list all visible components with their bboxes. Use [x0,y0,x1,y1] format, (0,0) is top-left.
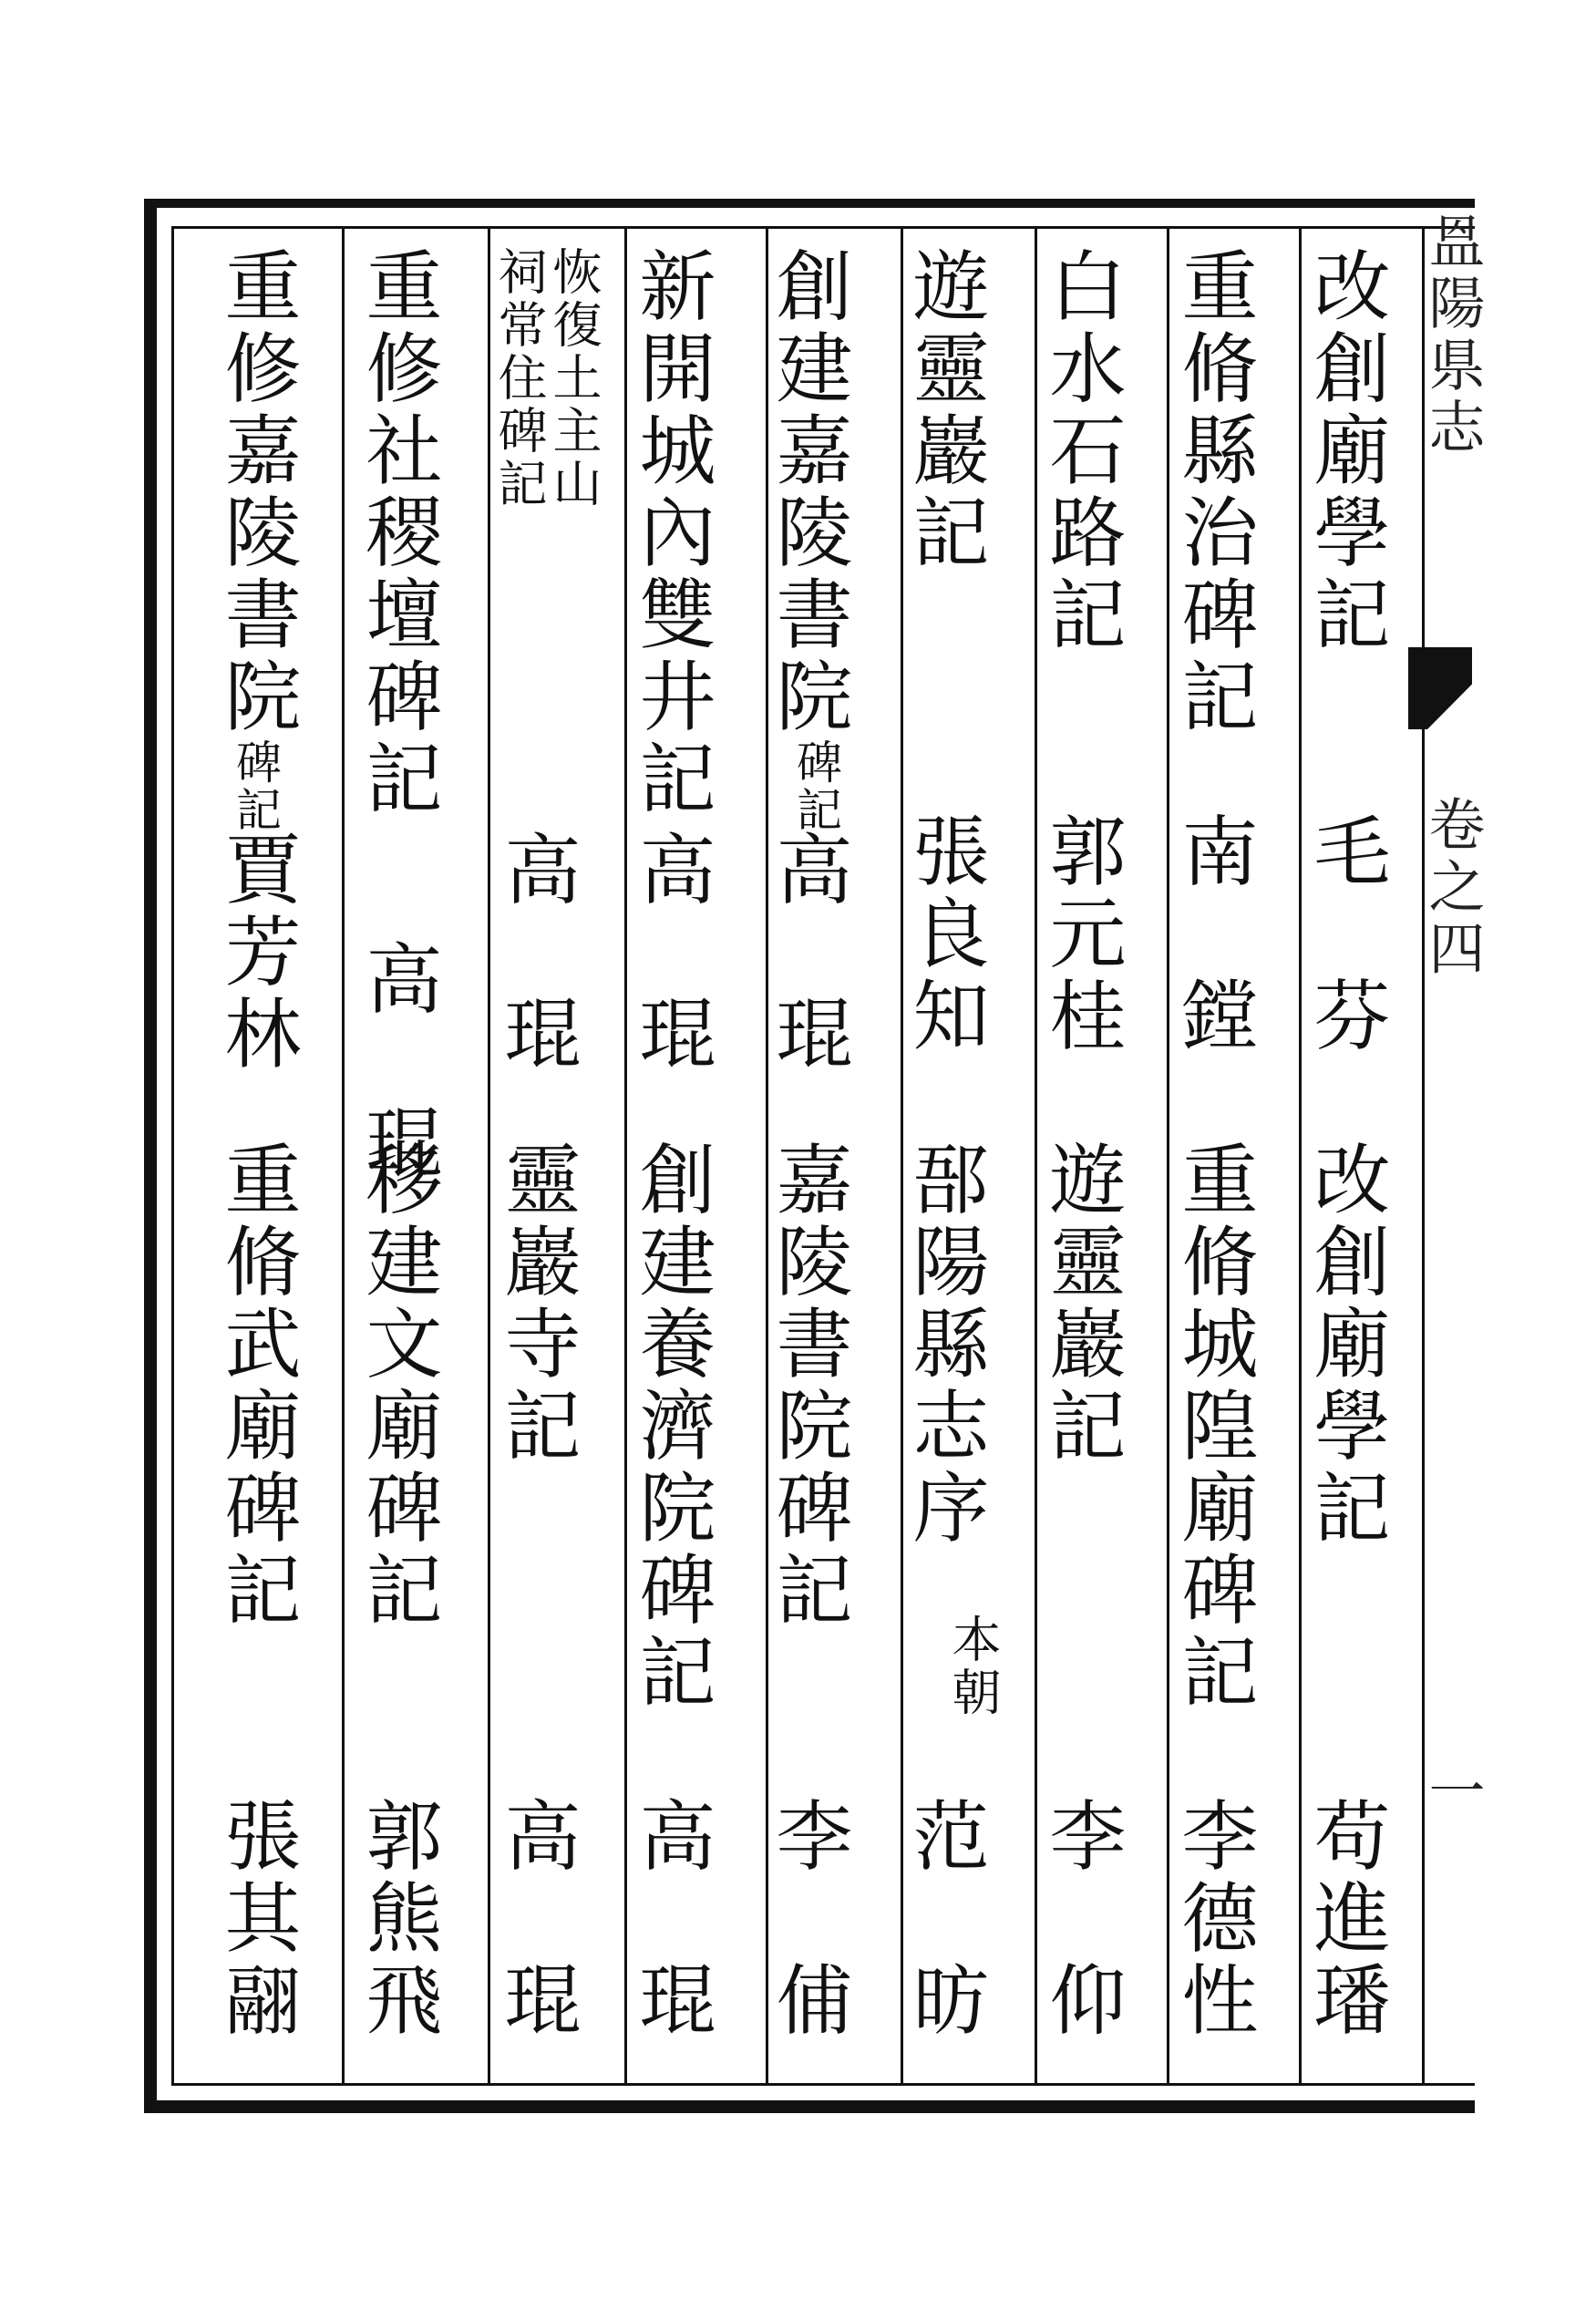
entry-author: 高 琨 [492,1796,582,2042]
toc-column [893,246,1030,2078]
volume-label: 卷之四 [1419,795,1486,981]
toc-column [205,246,342,2078]
toc-column [620,246,757,2078]
toc-column [485,246,622,2078]
column-rule [342,226,345,2086]
entry-title: 白水石路記 [1037,246,1127,656]
entry-title: 恢復土主山 [545,246,602,511]
entry-title-note: 碑記 [229,738,282,833]
entry-title: 嘉陵書院碑記 [764,1140,853,1632]
entry-author: 張其翮 [212,1796,302,2042]
entry-title: 郚陽縣志序 [901,1140,990,1550]
entry-title: 祠常住碑記 [490,246,548,511]
entry-author: 李 仰 [1037,1796,1127,2042]
entry-title: 靈巖寺記 [492,1140,582,1468]
toc-column [346,246,483,2078]
dynasty-note: 本朝 [944,1614,1002,1719]
entry-title: 新開城內雙井記 [627,246,716,820]
entry-author: 賈芳林 [212,830,302,1076]
entry-author: 高 琨 [627,830,716,1076]
margin-strip [1419,211,1486,2089]
entry-author: 南 鏜 [1169,811,1259,1057]
entry-author: 高 琨 [354,939,443,1185]
entry-title: 重脩縣治碑記 [1169,246,1259,738]
entry-title: 遊靈巖記 [901,246,990,574]
page-mark: 一 [1419,1761,1486,1823]
entry-author: 苟進璠 [1302,1796,1391,2042]
entry-author: 李 俌 [764,1796,853,2042]
toc-column [1158,246,1294,2078]
entry-author: 范 昉 [901,1796,990,2042]
entry-title: 改創廟學記 [1302,1140,1391,1550]
entry-title: 重修嘉陵書院 [212,246,302,738]
entry-title: 遊靈巖記 [1037,1140,1127,1468]
toc-column [757,246,893,2078]
entry-author: 張良知 [901,811,990,1057]
entry-author: 郭熊飛 [354,1796,443,2042]
book-title: 𥁕陽県志 [1419,211,1486,459]
entry-author: 高 琨 [492,830,582,1076]
entry-title: 創建嘉陵書院 [764,246,853,738]
entry-author: 毛 芬 [1302,811,1391,1057]
entry-author: 高 琨 [627,1796,716,2042]
entry-title: 重脩武廟碑記 [212,1140,302,1632]
entry-title-note: 碑記 [789,738,842,833]
toc-column [1025,246,1162,2078]
entry-title: 改創廟學記 [1302,246,1391,656]
entry-title: 重修社稷壇碑記 [354,246,443,820]
entry-author: 高 琨 [764,830,853,1076]
entry-author: 李德性 [1169,1796,1259,2042]
toc-column [1290,246,1426,2078]
entry-author: 郭元桂 [1037,811,1127,1057]
entry-title: 創建養濟院碑記 [627,1140,716,1714]
entry-title: 重脩城隍廟碑記 [1169,1140,1259,1714]
entry-title: 移建文廟碑記 [354,1140,443,1632]
